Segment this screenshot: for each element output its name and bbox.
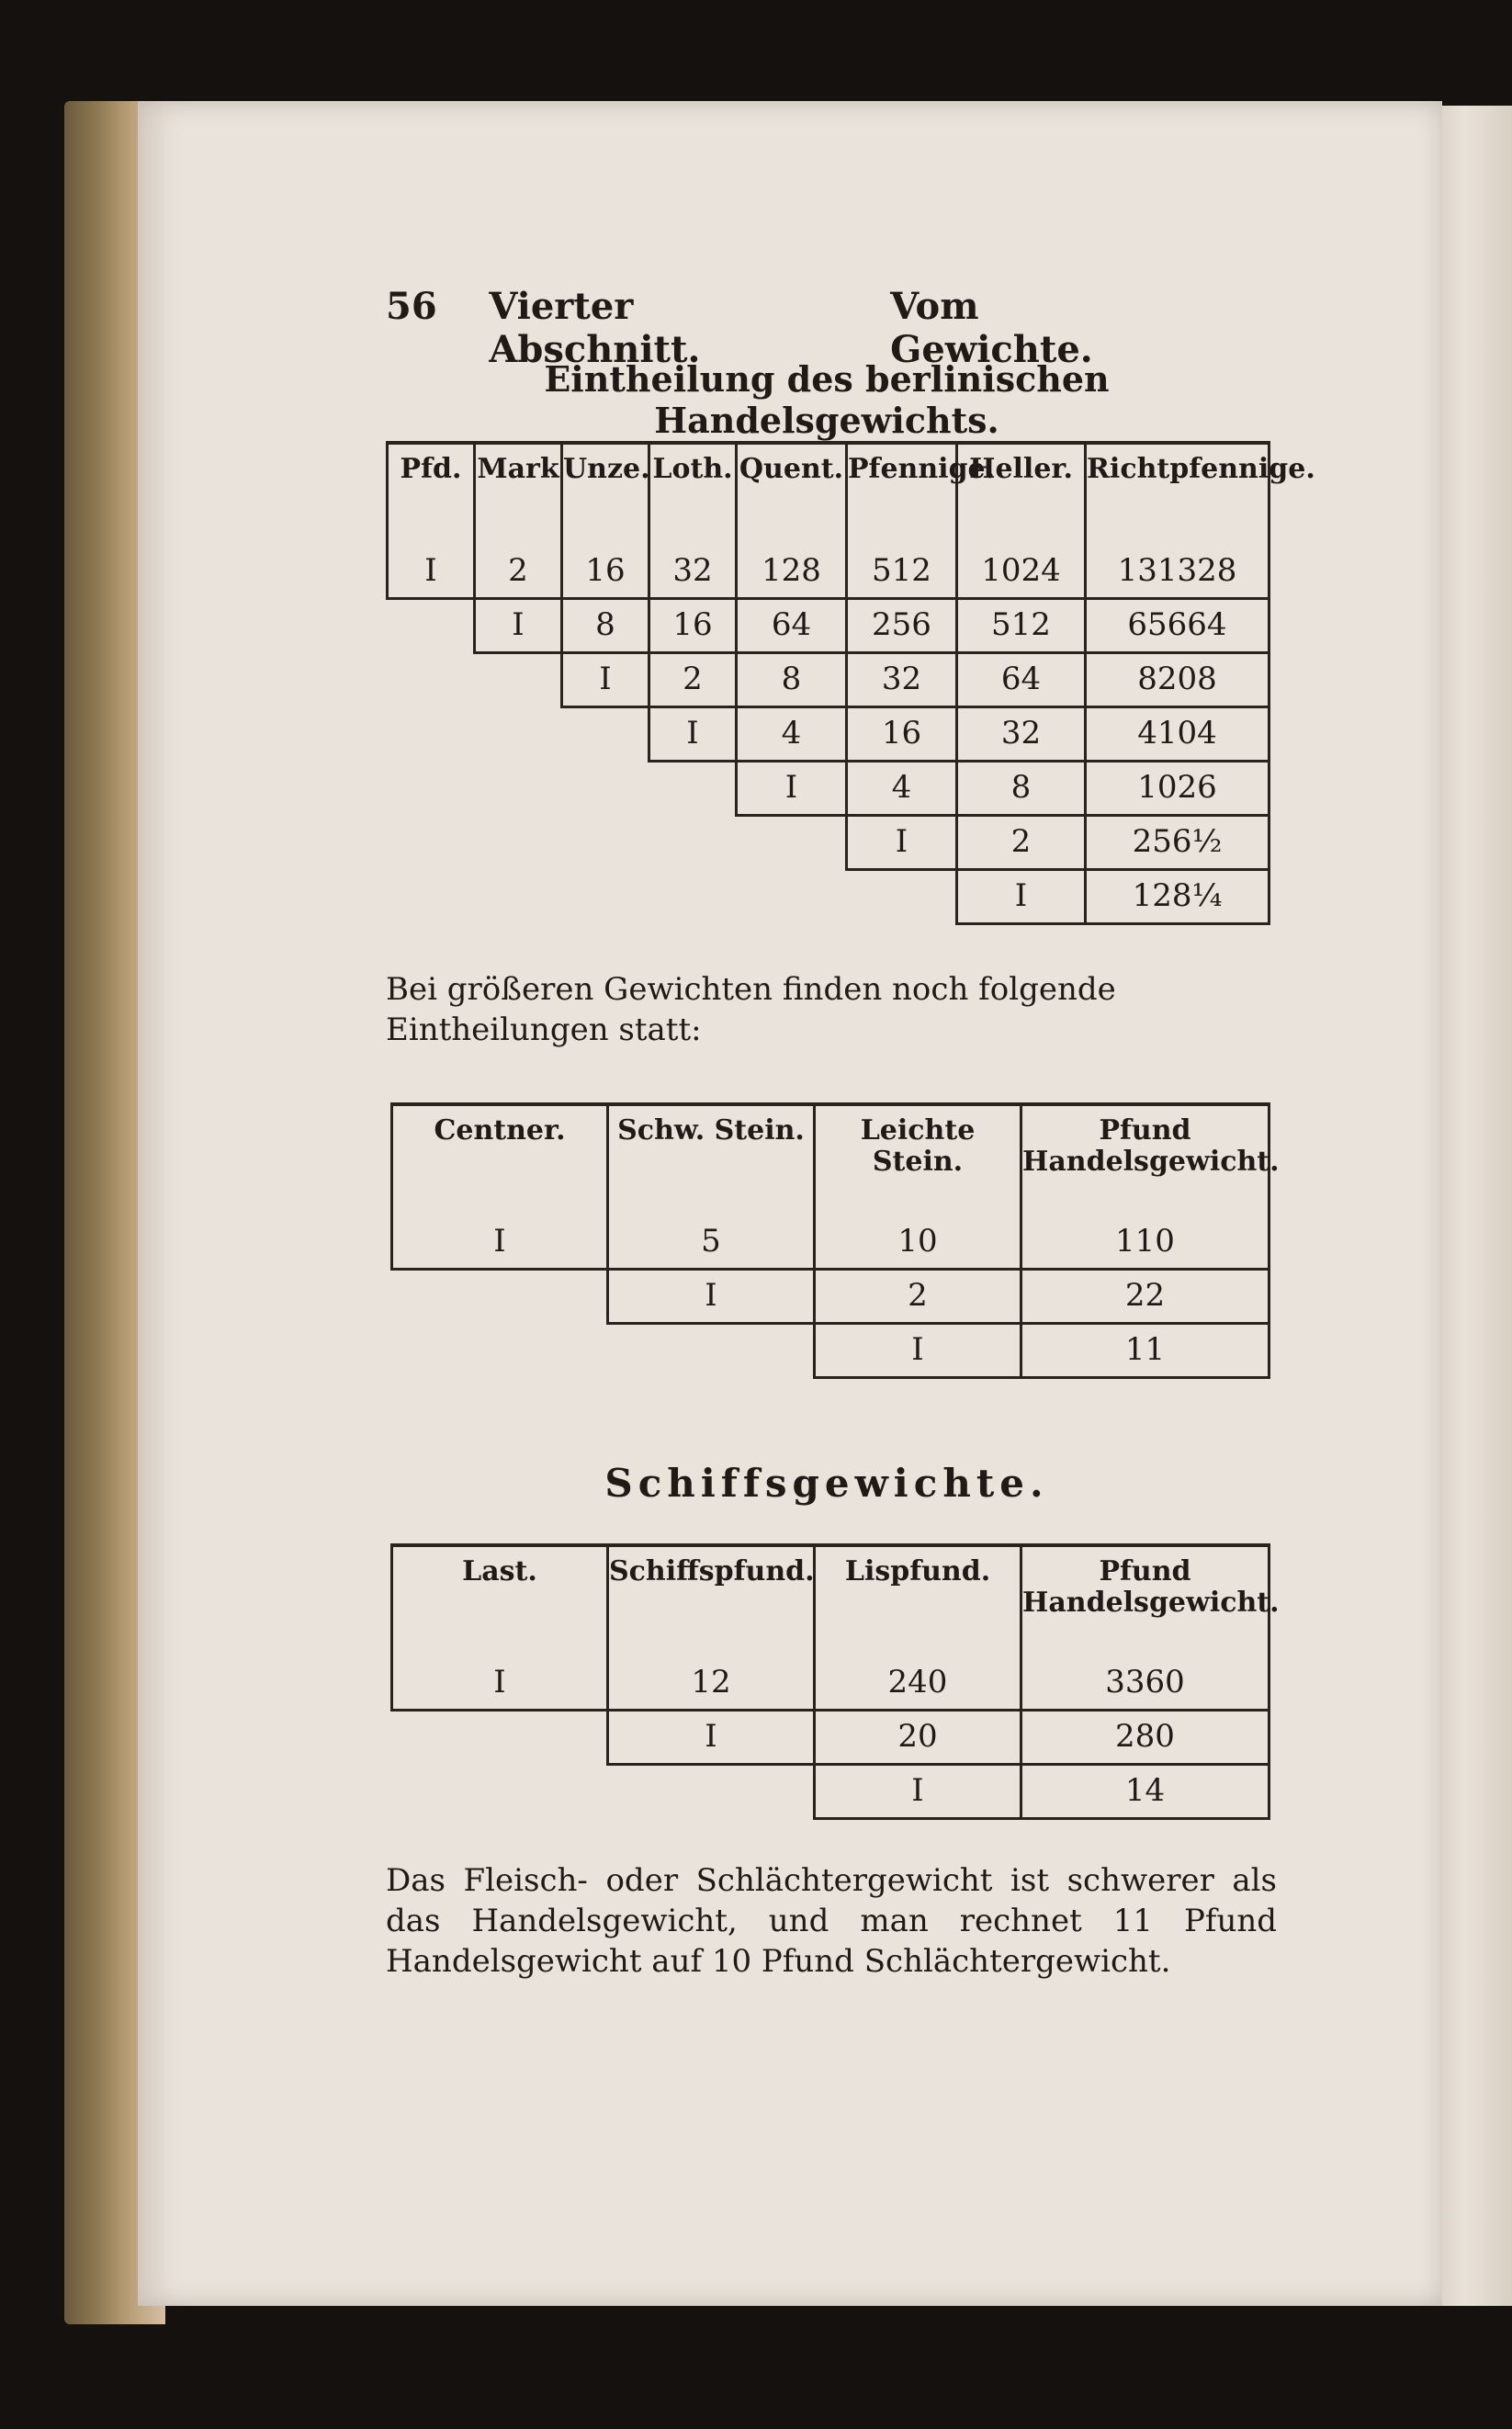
table-cell: 8 — [737, 653, 847, 707]
col-header: Richtpfennige. — [1086, 443, 1269, 546]
table-row — [392, 1657, 1269, 1711]
table-cell: I — [392, 1216, 608, 1270]
table-cell: I — [737, 762, 847, 816]
empty-cell — [649, 762, 737, 816]
empty-cell — [392, 1711, 608, 1765]
table-cell: I — [847, 816, 957, 870]
empty-cell — [737, 816, 847, 870]
col-header: Heller. — [957, 443, 1086, 546]
empty-cell — [388, 599, 475, 653]
table-row — [392, 1216, 1269, 1270]
table-row — [388, 870, 1269, 924]
empty-cell — [388, 816, 475, 870]
empty-cell — [608, 1324, 815, 1378]
table-cell: 22 — [1021, 1270, 1269, 1324]
col-header: Pfund Handelsgewicht. — [1021, 1104, 1269, 1216]
table-cell: 4 — [847, 762, 957, 816]
empty-cell — [649, 816, 737, 870]
empty-cell — [388, 707, 475, 762]
table-cell: I — [815, 1765, 1021, 1819]
table-row — [392, 1765, 1269, 1819]
table-cell: I — [649, 707, 737, 762]
table-row — [392, 1711, 1269, 1765]
table-cell: 4 — [737, 707, 847, 762]
table-row — [388, 762, 1269, 816]
table-cell: 2 — [475, 546, 562, 599]
table-cell: 280 — [1021, 1711, 1269, 1765]
large-weights-table — [390, 1102, 1280, 1379]
table-cell: I — [957, 870, 1086, 924]
berlin-weight-table — [386, 441, 1315, 925]
table-cell: 4104 — [1086, 707, 1269, 762]
empty-cell — [649, 870, 737, 924]
table-cell: 1026 — [1086, 762, 1269, 816]
table-cell: 32 — [649, 546, 737, 599]
col-header: Pfd. — [388, 443, 475, 546]
empty-cell — [388, 762, 475, 816]
empty-cell — [475, 870, 562, 924]
ship-weights-table — [390, 1543, 1280, 1820]
table-cell: I — [608, 1270, 815, 1324]
closing-paragraph: Das Fleisch- oder Schlächtergewicht ist schwerer als das Handelsgewicht, und man rechnet 11 Pfund Handelsgewicht auf 10 Pfund Schlächtergewicht. — [386, 1862, 1277, 1980]
col-header: Pfund Handelsgewicht. — [1021, 1545, 1269, 1657]
empty-cell — [388, 653, 475, 707]
table-cell: 14 — [1021, 1765, 1269, 1819]
table-cell: I — [475, 599, 562, 653]
table-cell: I — [392, 1657, 608, 1711]
table-cell: 16 — [847, 707, 957, 762]
table-cell: 16 — [562, 546, 649, 599]
page-number: 56 — [386, 285, 437, 328]
table-cell: 240 — [815, 1657, 1021, 1711]
col-header: Lispfund. — [815, 1545, 1021, 1657]
running-head-section: Vierter Abschnitt. — [489, 285, 701, 371]
table-cell: 131328 — [1086, 546, 1269, 599]
empty-cell — [475, 653, 562, 707]
table-cell: 12 — [608, 1657, 815, 1711]
col-header: Quent. — [737, 443, 847, 546]
table-cell: 20 — [815, 1711, 1021, 1765]
empty-cell — [562, 870, 649, 924]
col-header: Schw. Stein. — [608, 1104, 815, 1216]
table-cell: 64 — [737, 599, 847, 653]
table-row — [392, 1270, 1269, 1324]
col-header: Unze. — [562, 443, 649, 546]
table-row — [388, 707, 1269, 762]
table-cell: 1024 — [957, 546, 1086, 599]
empty-cell — [475, 707, 562, 762]
table-cell: 64 — [957, 653, 1086, 707]
empty-cell — [475, 816, 562, 870]
empty-cell — [392, 1270, 608, 1324]
empty-cell — [392, 1765, 608, 1819]
table-row — [388, 546, 1269, 599]
empty-cell — [475, 762, 562, 816]
empty-cell — [847, 870, 957, 924]
running-head-chapter: Vom Gewichte. — [890, 285, 1093, 371]
table-cell: I — [562, 653, 649, 707]
empty-cell — [608, 1765, 815, 1819]
table-cell: I — [608, 1711, 815, 1765]
table-cell: 3360 — [1021, 1657, 1269, 1711]
table-cell: 5 — [608, 1216, 815, 1270]
facing-page-edge — [1433, 106, 1512, 2306]
table-row — [388, 816, 1269, 870]
table-cell: 65664 — [1086, 599, 1269, 653]
table-cell: 2 — [649, 653, 737, 707]
empty-cell — [388, 870, 475, 924]
empty-cell — [562, 762, 649, 816]
empty-cell — [392, 1324, 608, 1378]
table-cell: 256 — [847, 599, 957, 653]
table-cell: 512 — [957, 599, 1086, 653]
col-header: Loth. — [649, 443, 737, 546]
table-row — [392, 1324, 1269, 1378]
table-cell: 10 — [815, 1216, 1021, 1270]
col-header: Schiffspfund. — [608, 1545, 815, 1657]
section-title: Schiffsgewichte. — [604, 1461, 1049, 1506]
table-cell: 32 — [957, 707, 1086, 762]
intro-paragraph: Bei größeren Gewichten finden noch folgende Eintheilungen statt: — [386, 971, 1116, 1048]
table-row — [388, 599, 1269, 653]
table-cell: 11 — [1021, 1324, 1269, 1378]
col-header: Leichte Stein. — [815, 1104, 1021, 1216]
table-cell: 8 — [562, 599, 649, 653]
empty-cell — [737, 870, 847, 924]
table-cell: 256½ — [1086, 816, 1269, 870]
empty-cell — [562, 707, 649, 762]
table-cell: 2 — [815, 1270, 1021, 1324]
table-row — [388, 653, 1269, 707]
table-cell: 2 — [957, 816, 1086, 870]
col-header: Pfennige. — [847, 443, 957, 546]
table-cell: 128¼ — [1086, 870, 1269, 924]
running-head — [386, 285, 1176, 371]
col-header: Centner. — [392, 1104, 608, 1216]
col-header: Last. — [392, 1545, 608, 1657]
empty-cell — [562, 816, 649, 870]
col-header: Mark — [475, 443, 562, 546]
table-cell: I — [815, 1324, 1021, 1378]
table-cell: 8 — [957, 762, 1086, 816]
table-cell: 8208 — [1086, 653, 1269, 707]
table-cell: I — [388, 546, 475, 599]
table-cell: 16 — [649, 599, 737, 653]
table-cell: 128 — [737, 546, 847, 599]
table1-title: Eintheilung des berlinischen Handelsgewichts. — [544, 358, 1110, 441]
table-cell: 32 — [847, 653, 957, 707]
table-cell: 110 — [1021, 1216, 1269, 1270]
table-cell: 512 — [847, 546, 957, 599]
